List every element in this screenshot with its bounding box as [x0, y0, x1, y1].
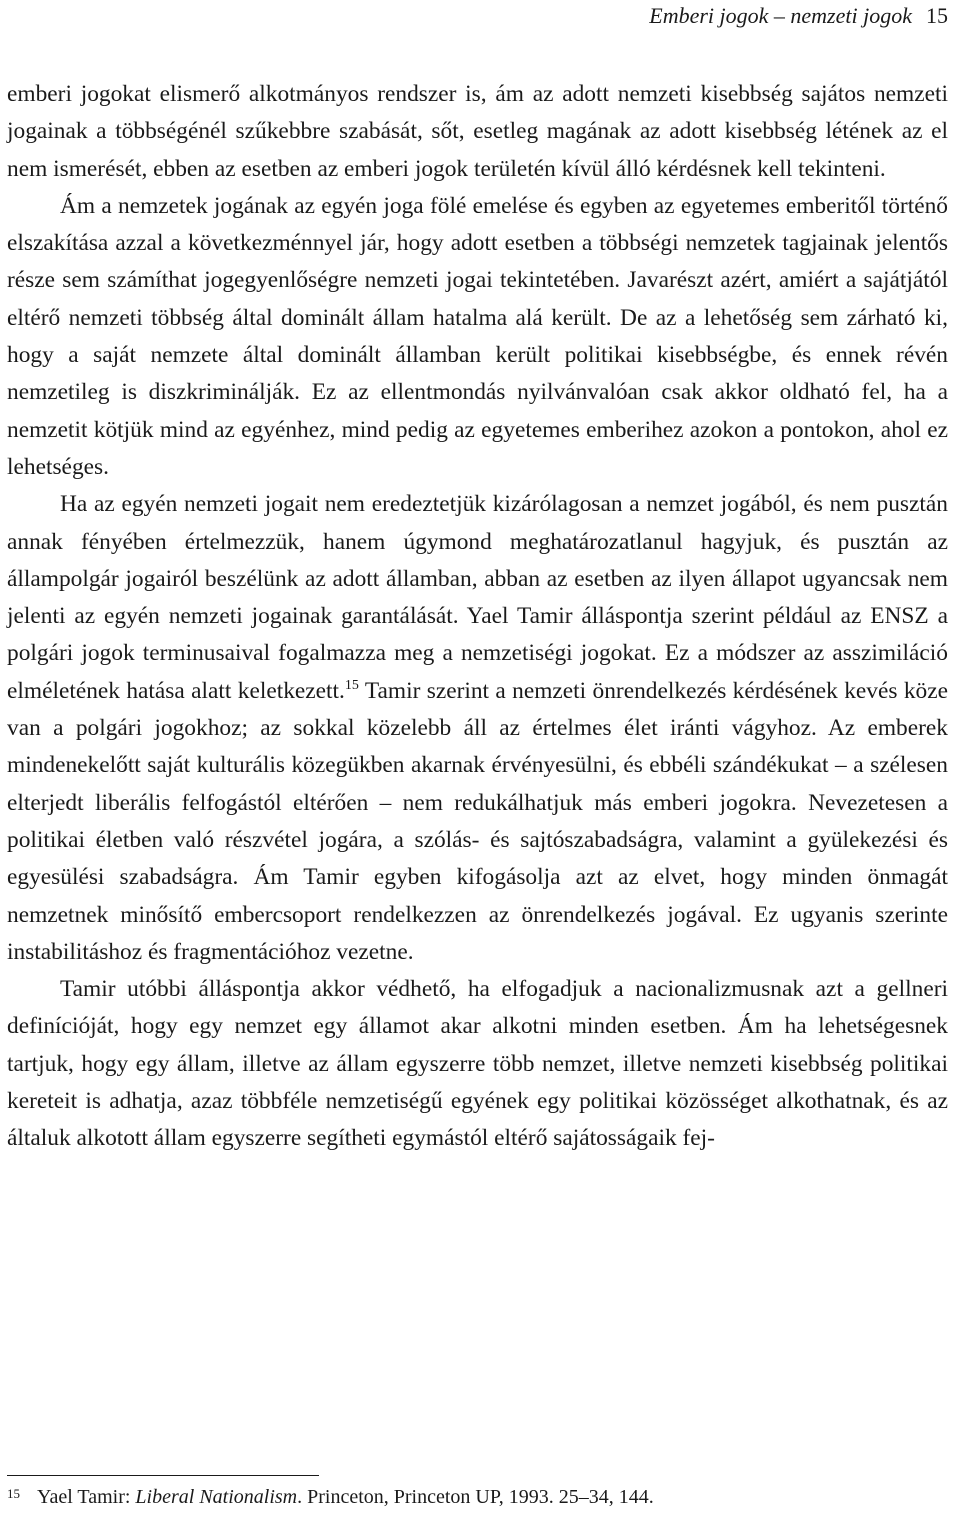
paragraph: Tamir utóbbi álláspontja akkor védhető, ha elfogadjuk a nacionalizmusnak azt a gellneri definícióját, hogy egy nemzet egy államot akar alkotni minden esetben. Ám ha lehetségesnek tartjuk, hogy egy állam, illetve az állam egyszerre több nemzet, illetve nemzeti kisebbség politikai kereteit is adhatja, azaz többféle nemzetiségű egyének egy politikai közösséget alkothatnak, és az általuk alkotott állam egyszerre segítheti egymástól eltérő sajátosságaik fej-: [7, 976, 948, 1152]
footnote-author: Yael Tamir:: [37, 1486, 136, 1508]
body-text: [7, 76, 948, 1158]
paragraph-text: Tamir szerint a nemzeti önrendelkezés kérdésének kevés köze van a polgári jogokhoz; az sokkal közelebb áll az értelmes élet iránti vágyhoz. Az emberek mindenekelőtt saját kulturális közegükben akarnak érvényesülni, és ebbéli szándékukat – a szélesen elterjedt liberális felfogástól eltérően – nem redukálhatjuk más emberi jogokra. Nevezetesen a politikai életben való részvétel jogára, a szólás- és sajtószabadságra, valamint a gyülekezési és egyesülési szabadságra. Ám Tamir egyben kifogásolja azt az elvet, hogy minden önmagát nemzetnek minősítő embercsoport rendelkezzen az önrendelkezés jogával. Ez ugyanis szerinte instabilitáshoz és fragmentációhoz vezetne.: [7, 677, 948, 965]
paragraph-text: Ha az egyén nemzeti jogait nem eredeztetjük kizárólagosan a nemzet jogából, és nem pusztán annak fényében értelmezzük, hanem úgymond meghatározatlanul hagyjuk, és pusztán az állampolgár jogairól beszélünk az adott államban, abban az esetben az ilyen állapot ugyancsak nem jelenti az egyén nemzeti jogainak garantálását. Yael Tamir álláspontja szerint például az ENSZ a polgári jogok terminusaival fogalmazza meg a nemzetiségi jogokat. Ez a módszer az asszimiláció elméletének hatása alatt keletkezett.: [7, 491, 948, 704]
running-head: [649, 2, 948, 30]
footnote-separator: [7, 1475, 319, 1476]
paragraph-with-note: [7, 486, 948, 971]
paragraph: Ám a nemzetek jogának az egyén joga fölé emelése és egyben az egyetemes emberitől történő elszakítása azzal a következménnyel jár, hogy adott esetben a többségi nemzetek tagjainak jelentős része sem számíthat jogegyenlőségre nemzeti jogai tekintetében. Javarészt azért, amiért a sajátjától eltérő nemzeti többség által dominált állam hatalma alá került. De az a lehetőség sem zárható ki, hogy a saját nemzete által dominált államban került politikai kisebbségbe, és ennek révén nemzetileg is diszkriminálják. Ez az ellentmondás nyilvánvalóan csak akkor oldható fel, ha a nemzetit kötjük mind az egyénhez, mind pedig az egyetemes emberihez azokon a pontokon, ahol ez lehetséges.: [7, 192, 948, 480]
footnote: [7, 1484, 654, 1510]
running-title: Emberi jogok – nemzeti jogok: [649, 3, 912, 28]
paragraph-continued: emberi jogokat elismerő alkotmányos rendszer is, ám az adott nemzeti kisebbség sajátos nemzeti jogainak a többségénél szűkebbre szabását, sőt, esetleg magának az adott kisebbség létének az el nem ismerését, ebben az esetben az emberi jogok területén kívül álló kérdésnek kell tekinteni.: [7, 81, 948, 182]
footnote-marker: 15: [7, 1486, 20, 1501]
footnote-book-title: Liberal Nationalism: [135, 1486, 298, 1508]
footnote-reference[interactable]: 15: [344, 677, 359, 693]
page-number: 15: [926, 3, 948, 28]
footnote-publication: . Princeton, Princeton UP, 1993. 25–34, 144.: [297, 1486, 654, 1508]
